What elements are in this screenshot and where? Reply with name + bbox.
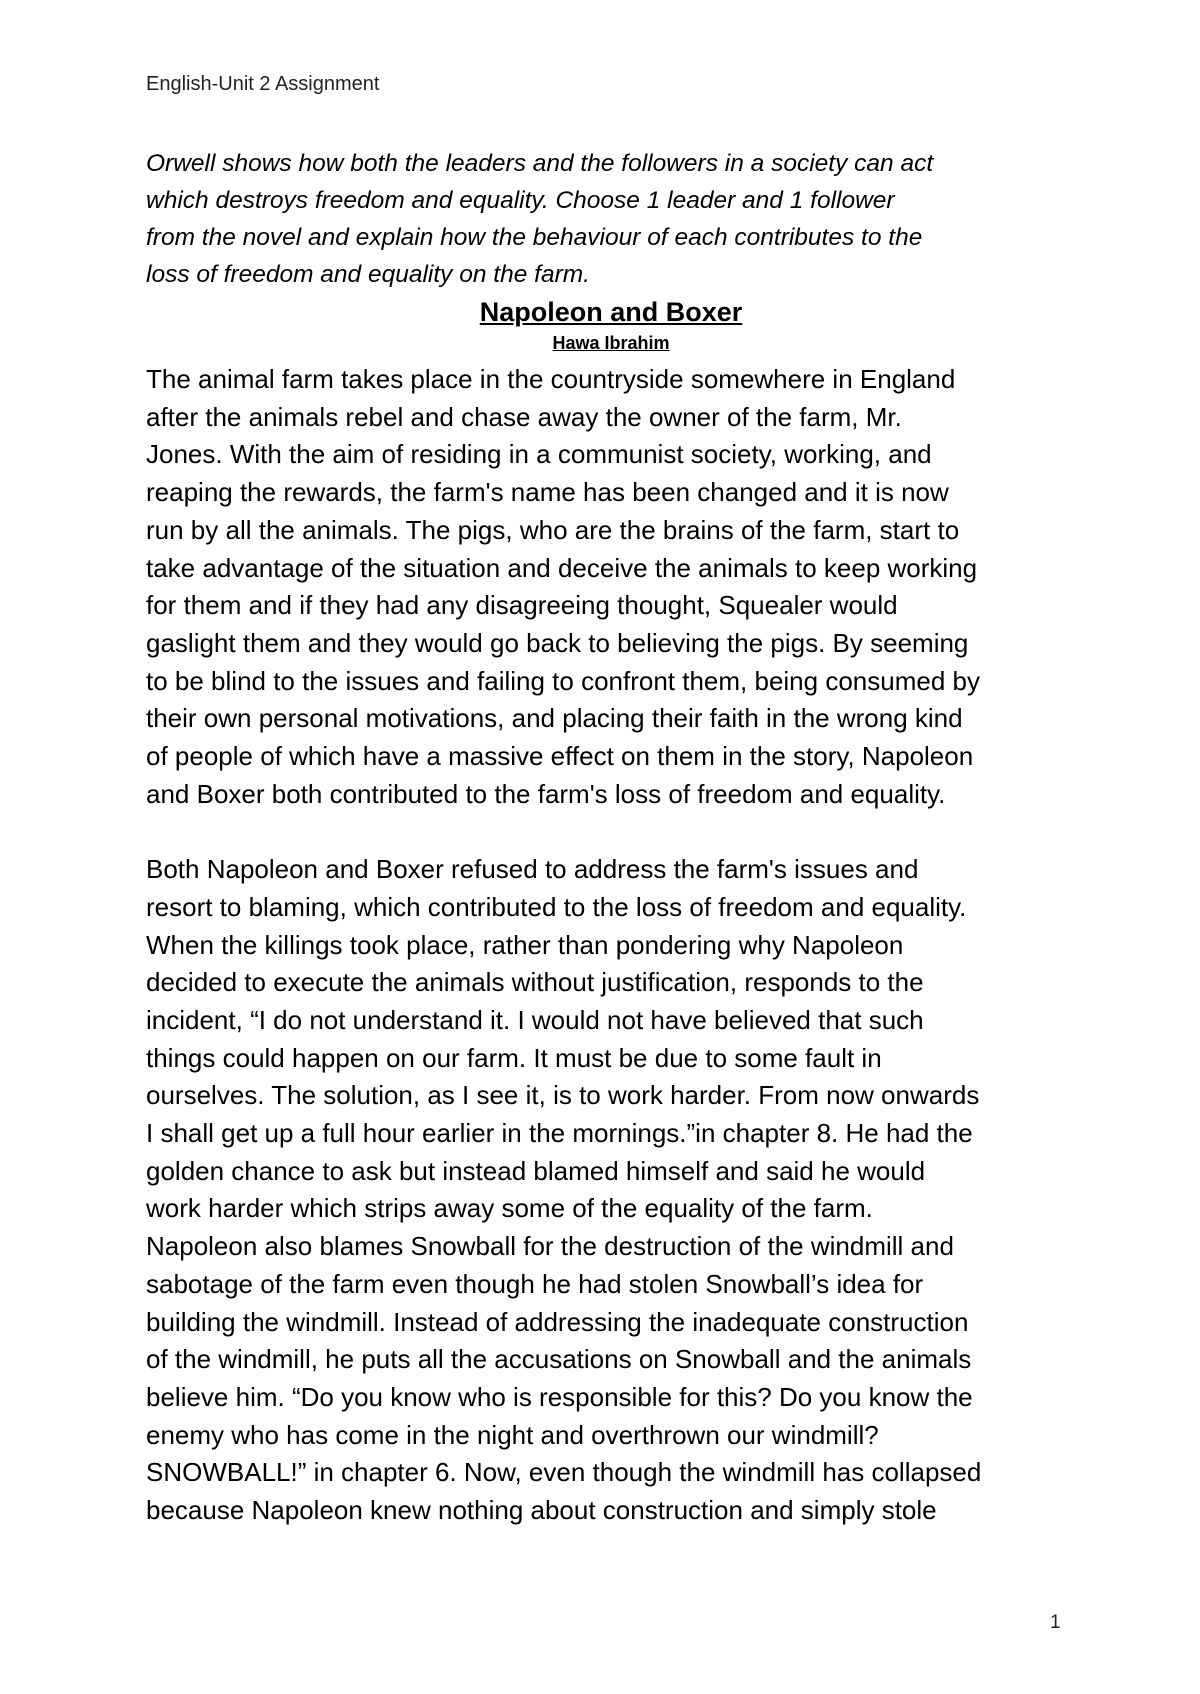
text-line: of the windmill, he puts all the accusations on Snowball and the animals — [146, 1344, 972, 1375]
page-header: English-Unit 2 Assignment — [146, 73, 380, 95]
document-body — [146, 145, 1076, 1530]
prompt-line: Orwell shows how both the leaders and the followers in a society can act — [146, 150, 934, 177]
text-line: because Napoleon knew nothing about construction and simply stole — [146, 1495, 937, 1526]
text-line: of people of which have a massive effect on them in the story, Napoleon — [146, 741, 974, 772]
assignment-prompt — [146, 145, 1076, 293]
text-line: reaping the rewards, the farm's name has been changed and it is now — [146, 477, 949, 508]
paragraph-introduction — [146, 361, 1076, 813]
text-line: things could happen on our farm. It must be due to some fault in — [146, 1042, 882, 1073]
text-line: resort to blaming, which contributed to the loss of freedom and equality. — [146, 891, 967, 922]
prompt-line: which destroys freedom and equality. Choose 1 leader and 1 follower — [146, 187, 895, 214]
text-line: sabotage of the farm even though he had stolen Snowball’s idea for — [146, 1268, 924, 1299]
text-line: golden chance to ask but instead blamed himself and said he would — [146, 1155, 926, 1186]
paragraph-body — [146, 851, 1076, 1530]
text-line: Jones. With the aim of residing in a communist society, working, and — [146, 439, 932, 470]
text-line: gaslight them and they would go back to believing the pigs. By seeming — [146, 627, 969, 658]
text-line: enemy who has come in the night and overthrown our windmill? — [146, 1419, 879, 1450]
prompt-line: from the novel and explain how the behaviour of each contributes to the — [146, 224, 923, 251]
essay-title: Napoleon and Boxer — [479, 297, 743, 327]
text-line: Napoleon also blames Snowball for the destruction of the windmill and — [146, 1231, 954, 1262]
text-line: to be blind to the issues and failing to confront them, being consumed by — [146, 665, 980, 696]
text-line: Both Napoleon and Boxer refused to address the farm's issues and — [146, 854, 919, 885]
text-line: believe him. “Do you know who is responsible for this? Do you know the — [146, 1381, 973, 1412]
text-line: take advantage of the situation and deceive the animals to keep working — [146, 552, 978, 583]
text-line: their own personal motivations, and placing their faith in the wrong kind — [146, 703, 963, 734]
text-line: I shall get up a full hour earlier in the mornings.”in chapter 8. He had the — [146, 1118, 973, 1149]
page-number: 1 — [1050, 1612, 1061, 1633]
text-line: decided to execute the animals without justification, responds to the — [146, 967, 924, 998]
text-line: after the animals rebel and chase away the owner of the farm, Mr. — [146, 401, 902, 432]
prompt-line: loss of freedom and equality on the farm. — [146, 261, 590, 288]
text-line: building the windmill. Instead of addressing the inadequate construction — [146, 1306, 969, 1337]
text-line: SNOWBALL!” in chapter 6. Now, even though the windmill has collapsed — [146, 1457, 982, 1488]
paragraph-spacer — [146, 813, 1076, 851]
text-line: work harder which strips away some of the equality of the farm. — [146, 1193, 873, 1224]
text-line: incident, “I do not understand it. I would not have believed that such — [146, 1004, 924, 1035]
essay-author: Hawa Ibrahim — [552, 333, 670, 353]
text-line: ourselves. The solution, as I see it, is to work harder. From now onwards — [146, 1080, 980, 1111]
text-line: When the killings took place, rather than pondering why Napoleon — [146, 929, 904, 960]
text-line: run by all the animals. The pigs, who are the brains of the farm, start to — [146, 514, 960, 545]
text-line: The animal farm takes place in the countryside somewhere in England — [146, 364, 956, 394]
text-line: and Boxer both contributed to the farm's loss of freedom and equality. — [146, 778, 946, 809]
text-line: for them and if they had any disagreeing thought, Squealer would — [146, 590, 898, 621]
